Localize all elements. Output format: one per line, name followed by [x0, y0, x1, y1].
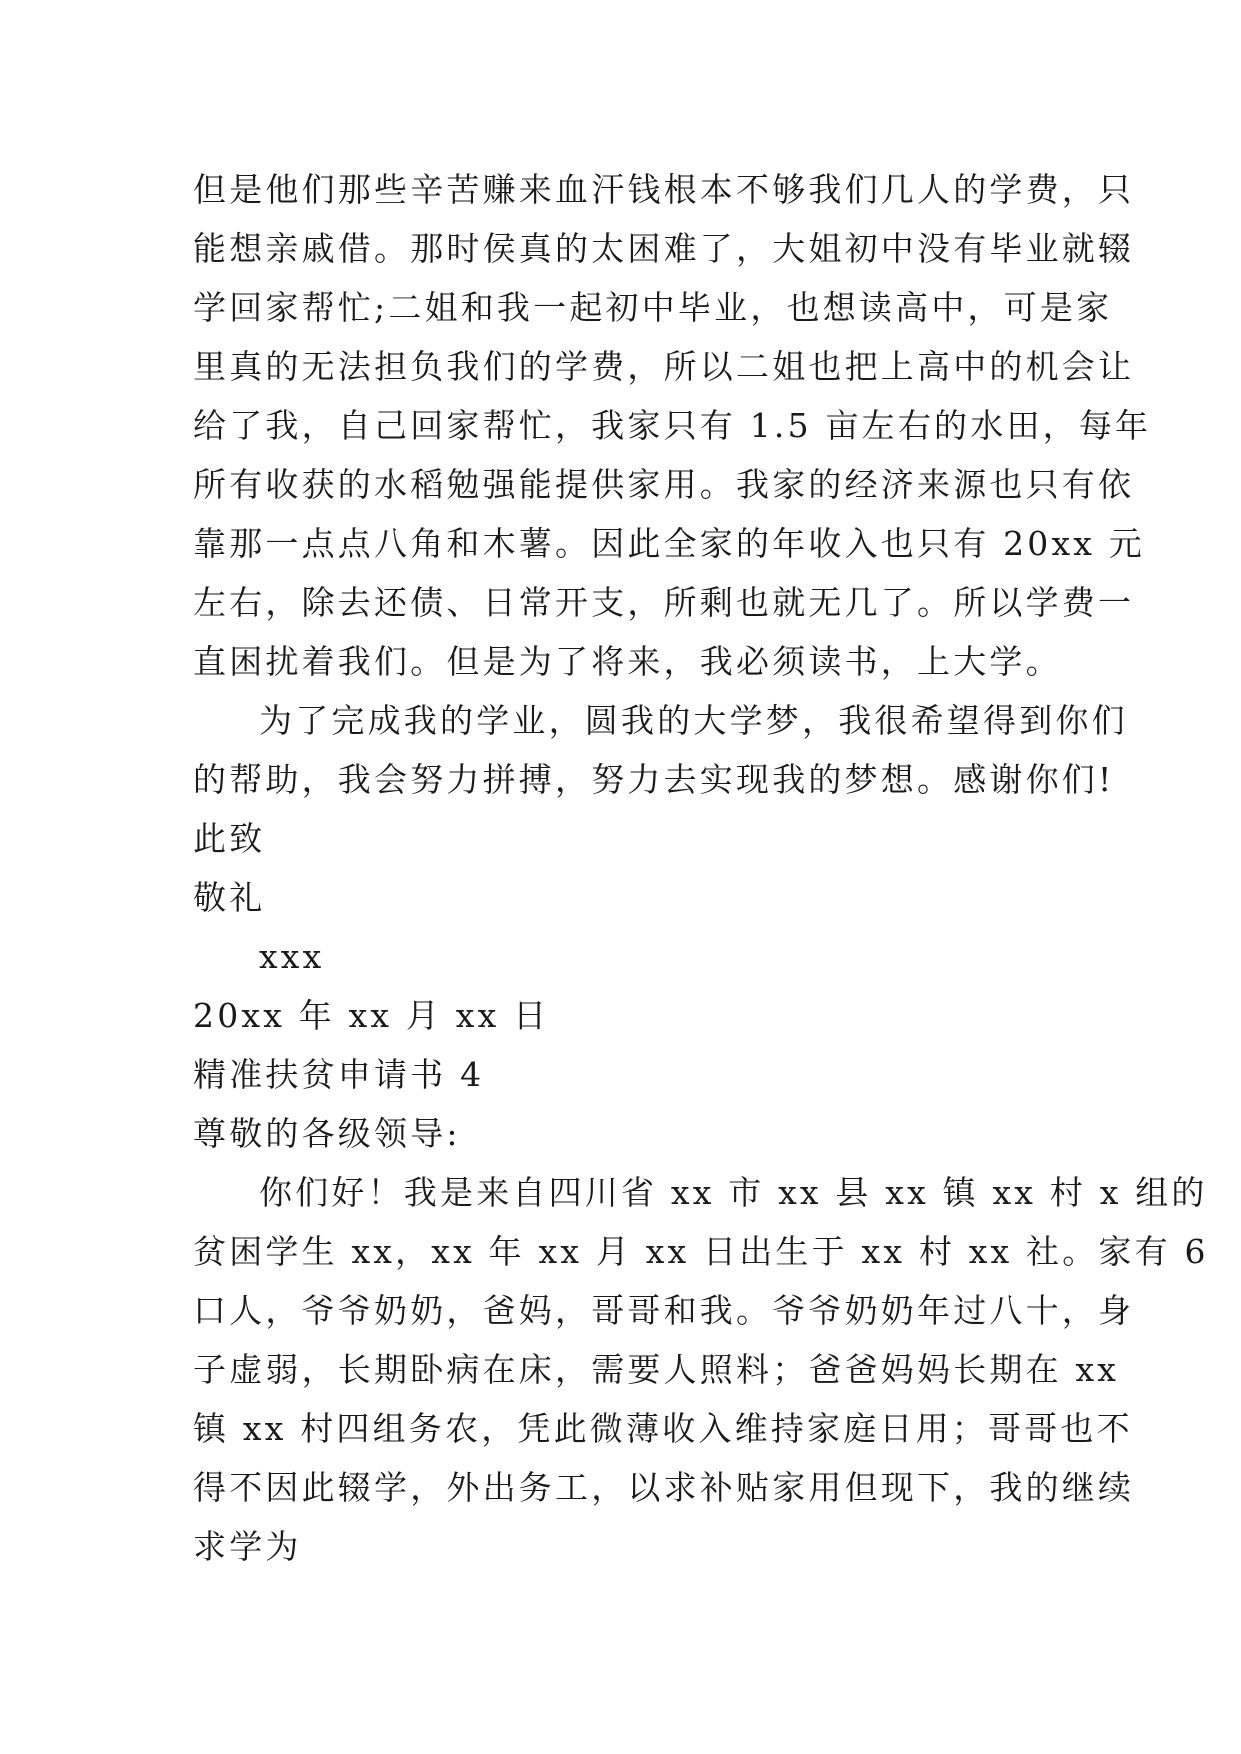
letter-greeting: 尊敬的各级领导: [193, 1114, 461, 1153]
paragraph-line: 为了完成我的学业，圆我的大学梦，我很希望得到你们 [259, 701, 1128, 740]
paragraph-line: 里真的无法担负我们的学费，所以二姐也把上高中的机会让 [193, 347, 1135, 386]
paragraph-line: 所有收获的水稻勉强能提供家用。我家的经济来源也只有依 [193, 465, 1135, 504]
paragraph-line: 学回家帮忙;二姐和我一起初中毕业，也想读高中，可是家 [193, 288, 1113, 327]
paragraph-line: 直困扰着我们。但是为了将来，我必须读书，上大学。 [193, 642, 1062, 681]
paragraph-line: 贫困学生 xx，xx 年 xx 月 xx 日出生于 xx 村 xx 社。家有 6 [193, 1232, 1209, 1271]
signature-date: 20xx 年 xx 月 xx 日 [193, 996, 550, 1035]
paragraph-line: 但是他们那些辛苦赚来血汗钱根本不够我们几人的学费，只 [193, 170, 1135, 209]
paragraph-line: 的帮助，我会努力拼搏，努力去实现我的梦想。感谢你们! [193, 760, 1115, 799]
paragraph-line: 口人，爷爷奶奶，爸妈，哥哥和我。爷爷奶奶年过八十，身 [193, 1291, 1135, 1330]
signature-name: xxx [259, 937, 325, 976]
closing-regards: 敬礼 [193, 878, 266, 917]
paragraph-line: 左右，除去还债、日常开支，所剩也就无几了。所以学费一 [193, 583, 1135, 622]
paragraph-line: 你们好！我是来自四川省 xx 市 xx 县 xx 镇 xx 村 x 组的 [259, 1173, 1208, 1212]
closing-salutation: 此致 [193, 819, 266, 858]
paragraph-line: 靠那一点点八角和木薯。因此全家的年收入也只有 20xx 元 [193, 524, 1145, 563]
paragraph-line: 得不因此辍学，外出务工，以求补贴家用但现下，我的继续 [193, 1468, 1135, 1507]
paragraph-line: 能想亲戚借。那时侯真的太困难了，大姐初中没有毕业就辍 [193, 229, 1135, 268]
paragraph-line: 给了我，自己回家帮忙，我家只有 1.5 亩左右的水田，每年 [193, 406, 1152, 445]
paragraph-line: 镇 xx 村四组务农，凭此微薄收入维持家庭日用；哥哥也不 [193, 1409, 1133, 1448]
section-title: 精准扶贫申请书 4 [193, 1055, 485, 1094]
paragraph-line: 子虚弱，长期卧病在床，需要人照料；爸爸妈妈长期在 xx [193, 1350, 1120, 1389]
paragraph-line: 求学为 [193, 1527, 302, 1566]
document-body [193, 160, 1209, 1576]
